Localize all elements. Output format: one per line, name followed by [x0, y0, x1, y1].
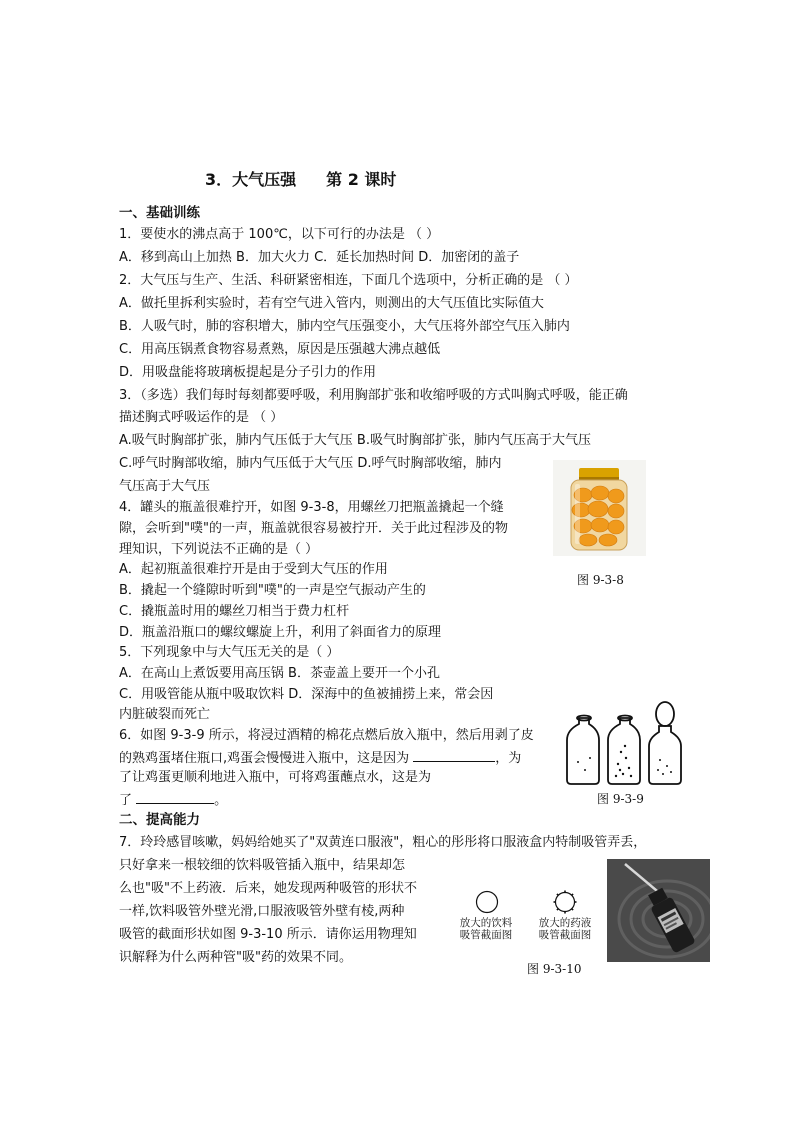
peach-jar-photo-icon [553, 460, 646, 556]
figure-9-3-10-caption: 图 9-3-10 [527, 962, 582, 976]
question-5-options-ab: A．在高山上煮饭要用高压锅 B．茶壶盖上要开一个小孔 [119, 666, 440, 681]
question-6: 6．如图 9-3-9 所示，将浸过酒精的棉花点燃后放入瓶中，然后用剥了皮 [119, 728, 534, 743]
smooth-section-label-2: 吸管截面图 [459, 929, 513, 941]
question-1: 1．要使水的沸点高于 100℃，以下可行的办法是 （ ） [119, 227, 440, 242]
question-5-option-d-cont: 内脏破裂而死亡 [119, 707, 211, 722]
section-heading-advanced: 二、提高能力 [119, 812, 200, 828]
question-6-text-3: 了 [119, 793, 137, 808]
three-bottles-egg-icon [563, 700, 693, 788]
question-2-option-a: A．做托里拆利实验时，若有空气进入管内，则测出的大气压值比实际值大 [119, 296, 544, 311]
question-6-text-1: 的熟鸡蛋堵住瓶口,鸡蛋会慢慢进入瓶中，这是因为 [119, 751, 414, 766]
medicine-bottle-photo-icon [607, 859, 710, 962]
question-2-option-d: D．用吸盘能将玻璃板提起是分子引力的作用 [119, 365, 377, 380]
question-7-cont-2: 么也"吸"不上药液．后来，她发现两种吸管的形状不 [119, 881, 417, 896]
question-7-cont-3: 一样,饮料吸管外壁光滑,口服液吸管外壁有棱,两种 [119, 904, 405, 919]
question-6-text-4: 。 [214, 793, 228, 808]
figure-9-3-9-caption: 图 9-3-9 [597, 792, 644, 806]
question-7-cont-5: 识解释为什么两种管"吸"药的效果不同。 [119, 950, 352, 965]
question-5: 5．下列现象中与大气压无关的是（ ） [119, 645, 340, 660]
question-3-options-cd: C.呼气时胸部收缩，肺内气压低于大气压 D.呼气时胸部收缩，肺内 [119, 456, 502, 471]
question-6-cont-2: 了让鸡蛋更顺利地进入瓶中，可将鸡蛋蘸点水，这是为 [119, 770, 432, 785]
section-heading-basic: 一、基础训练 [119, 205, 200, 221]
question-7: 7．玲玲感冒咳嗽，妈妈给她买了"双黄连口服液"，粗心的彤彤将口服液盒内特制吸管弄丢， [119, 835, 647, 850]
ribbed-section-label-2: 吸管截面图 [538, 929, 592, 941]
question-6-cont-1 [119, 748, 521, 768]
answer-blank-1[interactable] [413, 748, 495, 762]
page-title [205, 167, 396, 190]
question-3-options-d-cont: 气压高于大气压 [119, 479, 211, 494]
smooth-section-label-1: 放大的饮料 [459, 917, 513, 929]
question-2: 2．大气压与生产、生活、科研紧密相连，下面几个选项中，分析正确的是 （ ） [119, 273, 578, 288]
title-main: 3．大气压强 [205, 170, 297, 189]
smooth-straw-section-icon [475, 890, 499, 914]
question-4-option-b: B．撬起一个缝隙时听到"噗"的一声是空气振动产生的 [119, 583, 426, 598]
question-4-option-a: A．起初瓶盖很难拧开是由于受到大气压的作用 [119, 562, 388, 577]
question-3: 3．（多选）我们每时每刻都要呼吸，利用胸部扩张和收缩呼吸的方式叫胸式呼吸，能正确 [119, 388, 628, 403]
question-7-cont-1: 只好拿来一根较细的饮料吸管插入瓶中，结果却怎 [119, 858, 406, 873]
question-1-options: A．移到高山上加热 B．加大火力 C．延长加热时间 D．加密闭的盖子 [119, 250, 520, 265]
question-4-option-c: C．撬瓶盖时用的螺丝刀相当于费力杠杆 [119, 604, 350, 619]
ribbed-section-label-1: 放大的药液 [538, 917, 592, 929]
question-6-cont-3 [119, 790, 227, 810]
question-7-cont-4: 吸管的截面形状如图 9-3-10 所示．请你运用物理知 [119, 927, 417, 942]
question-2-option-c: C．用高压锅煮食物容易煮熟，原因是压强越大沸点越低 [119, 342, 441, 357]
question-5-options-cd: C．用吸管能从瓶中吸取饮料 D．深海中的鱼被捕捞上来，常会因 [119, 687, 494, 702]
question-3-cont: 描述胸式呼吸运作的是 （ ） [119, 410, 284, 425]
question-4: 4．罐头的瓶盖很难拧开，如图 9-3-8，用螺丝刀把瓶盖撬起一个缝 [119, 500, 504, 515]
answer-blank-2[interactable] [136, 790, 214, 804]
question-4-cont-1: 隙，会听到"噗"的一声，瓶盖就很容易被拧开．关于此过程涉及的物 [119, 521, 508, 536]
question-3-options-ab: A.吸气时胸部扩张，肺内气压低于大气压 B.吸气时胸部扩张，肺内气压高于大气压 [119, 433, 591, 448]
figure-9-3-8-caption: 图 9-3-8 [577, 573, 624, 587]
question-2-option-b: B．人吸气时，肺的容积增大，肺内空气压强变小，大气压将外部空气压入肺内 [119, 319, 570, 334]
question-4-cont-2: 理知识，下列说法不正确的是（ ） [119, 542, 319, 557]
title-lesson: 第 2 课时 [326, 170, 397, 189]
question-4-option-d: D．瓶盖沿瓶口的螺纹螺旋上升，利用了斜面省力的原理 [119, 625, 442, 640]
ribbed-straw-section-icon [552, 889, 578, 915]
question-6-text-2: ，为 [495, 751, 522, 766]
